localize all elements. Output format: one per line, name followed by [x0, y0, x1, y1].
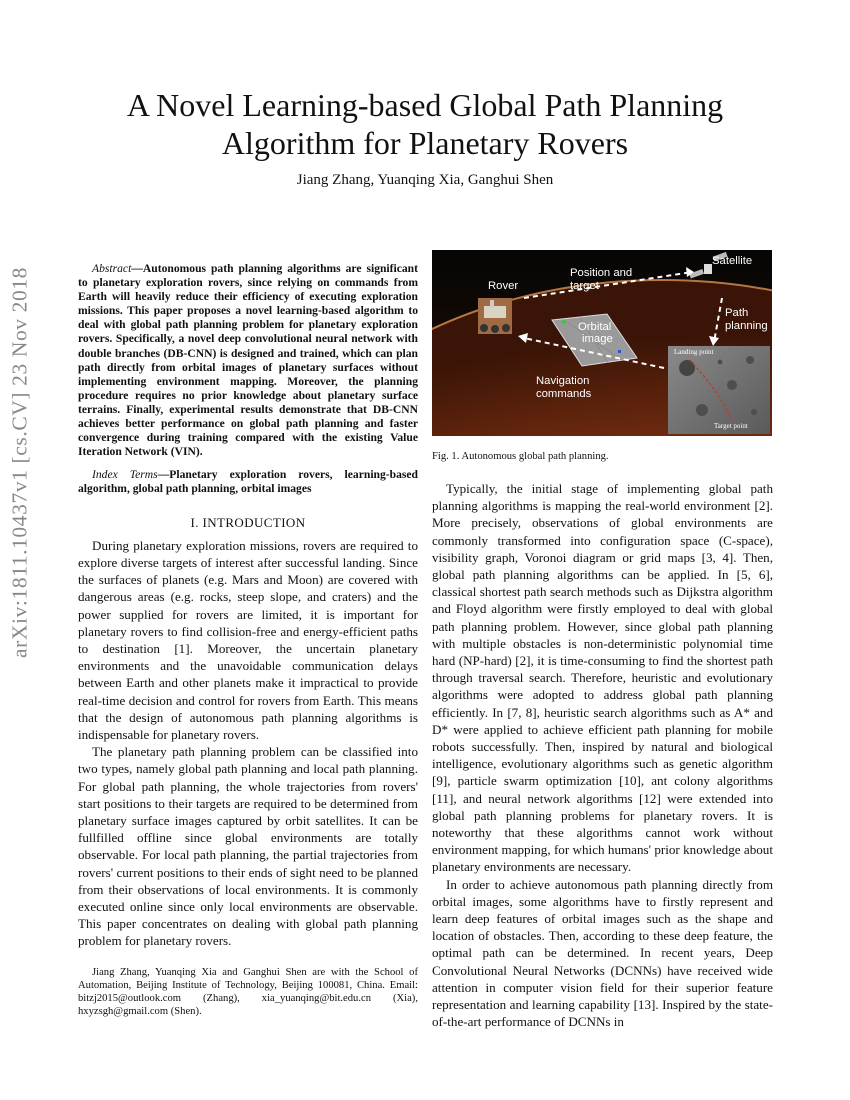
- abstract-label: Abstract: [92, 262, 132, 275]
- label-target-point: Target point: [714, 422, 748, 430]
- terrain-inset: [668, 346, 770, 434]
- label-planning: planning: [725, 320, 768, 332]
- right-column: [432, 480, 773, 1031]
- section-heading: I. INTRODUCTION: [190, 514, 306, 530]
- intro-paragraph-1: During planetary exploration missions, rovers are required to explore diverse targets of interest after successful landing. Since the surfaces of planets (e.g. Mars and Moon) are covered with dangerous areas (e.g. rocks, steep slope, and craters) and the power supplied for rovers are limited, it is important for planetary rovers to find collision-free and energy-efficient paths to destination [1]. Moreover, the uncertain planetary environments and the unavoidable communication delays between Earth and other planets make it impractical to provide real-time decision and control for rovers from Earth. This means that the design of autonomous path planning algorithms is indispensable for planetary rovers.: [78, 537, 418, 742]
- figure-1-image: [432, 250, 772, 436]
- intro-paragraph-2: The planetary path planning problem can be classified into two types, namely global path planning and local path planning. For global path planning, the whole trajectories from rovers' start positions to their targets are required to be determined from planetary surface images captured by orbit satellites. It can be fullfilled offline since global environments are totally observable. For local path planning, the partial trajectories from rovers' current positions to their ends of sight need to be planned from their observations of local environments. It is commonly executed online since only local environments are observable. This paper concentrates on dealing with global path planning problem for planetary rovers.: [78, 744, 418, 949]
- title-line-1: A Novel Learning-based Global Path Planning: [126, 87, 724, 123]
- title-line-2: Algorithm for Planetary Rovers: [221, 125, 629, 161]
- label-orbital: Orbital: [578, 321, 612, 333]
- label-image: image: [582, 333, 613, 345]
- label-path: Path: [725, 307, 749, 319]
- label-landing-point: Landing point: [674, 348, 714, 356]
- abstract-text: —Autonomous path planning algorithms are significant to planetary exploration rovers, since relying on commands from Earth will heavily reduce their efficiency of executing exploration missions. This paper proposes a novel learning-based algorithm to deal with global path planning problem for planetary exploration rovers. Specifically, a novel deep convolutional neural network with double branches (DB-CNN) is designed and trained, which can plan path directly from orbital images of planetary surfaces without implementing environment mapping. Moreover, the planning procedure requires no prior knowledge about planetary surface terrains. Finally, experimental results demonstrate that DB-CNN achieves better performance on global path planning and faster convergence during training compared with the existing Value Iteration Network (VIN).: [78, 262, 418, 459]
- right-paragraph-1: Typically, the initial stage of implementing global path planning algorithms is mapping the real-world environment [2]. More precisely, observations of global environments are commonly transformed into configuration space (C-space), visibility graph, Voronoi diagram or grid maps [3, 4]. Then, global path planning algorithms can be applied. In [5, 6], classical shortest path search methods such as Dijkstra algorithm and Floyd algorithm were firstly employed to deal with global path planning problem. However, since global path planning with multiple obstacles is non-deterministic polynomial time hard (NP-hard) [2], it is time-consuming to find the shortest path through traversal search. Therefore, heuristic and evolutionary algorithms were adopted to address global path planning efficiently. In [7, 8], heuristic search algorithms such as A* and D* were applied to achieve efficient path planning for mobile robots successfully. Then, inspired by natural and biological intelligence, evolutionary algorithms such as genetic algorithm [9], particle swarm optimization [10], ant colony algorithms [11], and neural network algorithms [12] were extended into global path planning problems for planetary rovers. It is noteworthy that these algorithms cannot work without environment mapping, for which humans' prior knowledge about planetary environments are necessary.: [432, 481, 773, 875]
- left-column: [78, 262, 418, 1018]
- label-target: target: [570, 280, 599, 292]
- abstract: [78, 262, 418, 459]
- index-terms: [78, 468, 418, 496]
- author-list: Jiang Zhang, Yuanqing Xia, Ganghui Shen: [296, 172, 554, 188]
- index-terms-text: —Planetary exploration rovers, learning-based algorithm, global path planning, orbital images: [78, 468, 418, 496]
- label-satellite: Satellite: [712, 255, 753, 267]
- right-paragraph-2: In order to achieve autonomous path planning directly from orbital images, some algorithms have to firstly represent and learn deep features of orbital images such as the shape and location of obstacles. Then, according to these deep feature, the optimal path can be determined. In recent years, Deep Convolutional Neural Networks (DCNNs) have received wide attention in computer vision field for their superior feature representation and learning capability [13]. Inspired by the state-of-the-art performance of DCNNs in: [432, 876, 773, 1030]
- paper-title: [80, 86, 770, 162]
- label-position: Position and: [570, 267, 633, 279]
- label-rover: Rover: [488, 280, 519, 292]
- figure-illustration: [432, 250, 772, 436]
- figure-caption: Fig. 1. Autonomous global path planning.: [432, 451, 609, 462]
- author-footnote: Jiang Zhang, Yuanqing Xia and Ganghui Shen are with the School of Automation, Beijing Institute of Technology, Beijing 100081, China. Email: bitzj2015@outlook.com (Zhang), xia_yuanqing@bit.edu.cn (Xia), hxyzsgh@gmail.com (Shen).: [78, 966, 418, 1018]
- index-terms-label: Index Terms: [92, 468, 158, 482]
- label-commands: commands: [536, 388, 592, 400]
- arxiv-sidebar: [0, 250, 60, 680]
- label-navigation: Navigation: [536, 375, 590, 387]
- arxiv-identifier: arXiv:1811.10437v1 [cs.CV] 23 Nov 2018: [7, 266, 32, 659]
